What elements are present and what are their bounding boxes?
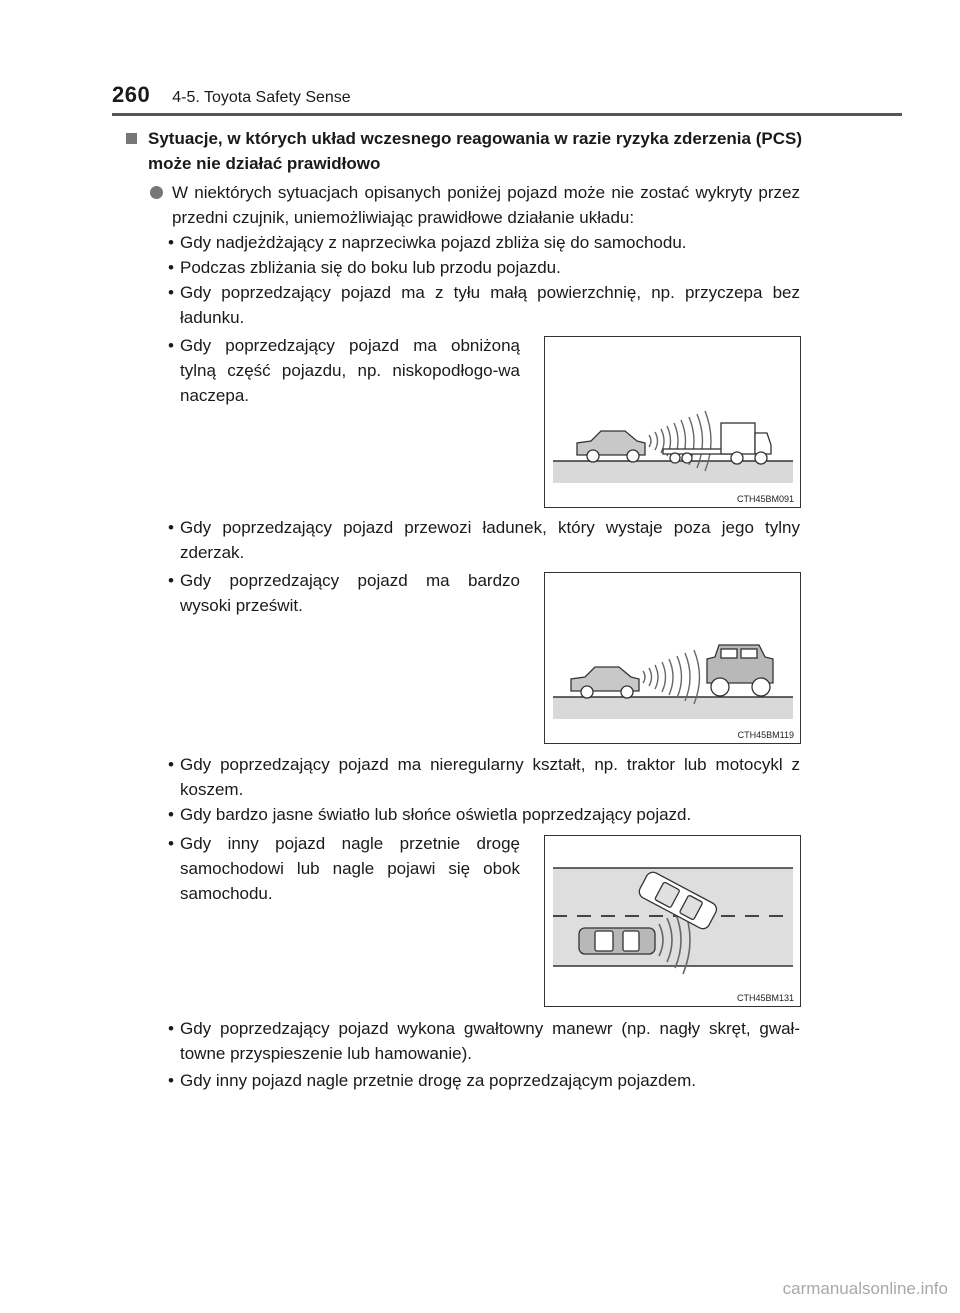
cut-in-illustration [545, 836, 802, 1008]
bullet-list-5 [168, 752, 800, 827]
list-item: • Gdy inny pojazd nagle przetnie drogę samochodowi lub nagle pojawi się obok samochodu. [168, 831, 520, 906]
intro-text: W niektórych sytuacjach opisanych poniżej pojazd może nie zostać wykryty przez przedni czujnik, uniemożliwiając prawidłowe działanie układu: [172, 183, 800, 227]
figure-cut-in [544, 835, 801, 1007]
bullet-list-7 [168, 1016, 800, 1066]
watermark: carmanualsonline.info [782, 1279, 948, 1298]
high-clearance-illustration [545, 573, 802, 745]
figure-code: CTH45BM131 [736, 993, 794, 1003]
list-item-text: Gdy poprzedzający pojazd ma obniżoną tylną część pojazdu, np. niskopodłogo-wa naczepa. [180, 336, 520, 405]
list-item-text: Gdy poprzedzający pojazd ma bardzo wysoki prześwit. [180, 571, 520, 615]
section-heading [126, 126, 802, 176]
page-header [112, 82, 351, 108]
list-item-text: Gdy inny pojazd nagle przetnie drogę za poprzedzającym pojazdem. [180, 1071, 696, 1090]
list-item: • Gdy inny pojazd nagle przetnie drogę za poprzedzającym pojazdem. [168, 1068, 800, 1093]
chapter-title: 4-5. Toyota Safety Sense [172, 89, 351, 106]
list-item-text: Gdy bardzo jasne światło lub słońce oświetla poprzedzający pojazd. [180, 805, 692, 824]
list-item: • Gdy poprzedzający pojazd ma bardzo wysoki prześwit. [168, 568, 520, 618]
bullet-list-4 [168, 568, 520, 618]
page-number: 260 [112, 82, 151, 107]
figure-low-trailer [544, 336, 801, 508]
header-rule [112, 113, 902, 116]
list-item-text: Gdy nadjeżdżający z naprzeciwka pojazd zbliża się do samochodu. [180, 233, 687, 252]
list-item: • Gdy nadjeżdżający z naprzeciwka pojazd zbliża się do samochodu. [168, 230, 800, 255]
list-item: • Gdy poprzedzający pojazd ma nieregularny kształt, np. traktor lub motocykl z koszem. [168, 752, 800, 802]
bullet-list-8 [168, 1068, 800, 1093]
square-bullet-icon [126, 133, 137, 144]
list-item: • Podczas zbliżania się do boku lub przodu pojazdu. [168, 255, 800, 280]
list-item-text: Gdy poprzedzający pojazd ma z tyłu małą powierzchnię, np. przyczepa bez ładunku. [180, 283, 800, 327]
figure-code: CTH45BM091 [736, 494, 794, 504]
bullet-list-2 [168, 333, 520, 408]
section-title: Sytuacje, w których układ wczesnego reagowania w razie ryzyka zderzenia (PCS) może nie działać prawidłowo [148, 129, 802, 173]
list-item-text: Gdy poprzedzający pojazd przewozi ładunek, który wystaje poza jego tylny zderzak. [180, 518, 800, 562]
list-item-text: Gdy inny pojazd nagle przetnie drogę samochodowi lub nagle pojawi się obok samochodu. [180, 834, 520, 903]
list-item: • Gdy poprzedzający pojazd wykona gwałtowny manewr (np. nagły skręt, gwał-towne przyspieszenie lub hamowanie). [168, 1016, 800, 1066]
low-trailer-illustration [545, 337, 802, 509]
list-item-text: Gdy poprzedzający pojazd wykona gwałtowny manewr (np. nagły skręt, gwał-towne przyspieszenie lub hamowanie). [180, 1019, 800, 1063]
bullet-list-1 [168, 230, 800, 330]
figure-code: CTH45BM119 [737, 730, 794, 740]
list-item: • Gdy bardzo jasne światło lub słońce oświetla poprzedzający pojazd. [168, 802, 800, 827]
list-item-text: Gdy poprzedzający pojazd ma nieregularny kształt, np. traktor lub motocykl z koszem. [180, 755, 800, 799]
list-item: • Gdy poprzedzający pojazd przewozi ładunek, który wystaje poza jego tylny zderzak. [168, 515, 800, 565]
list-item: • Gdy poprzedzający pojazd ma obniżoną tylną część pojazdu, np. niskopodłogo-wa naczepa. [168, 333, 520, 408]
list-item-text: Podczas zbliżania się do boku lub przodu pojazdu. [180, 258, 561, 277]
intro-paragraph [150, 180, 800, 230]
figure-high-clearance [544, 572, 801, 744]
list-item: • Gdy poprzedzający pojazd ma z tyłu małą powierzchnię, np. przyczepa bez ładunku. [168, 280, 800, 330]
circle-bullet-icon [150, 186, 163, 199]
bullet-list-6 [168, 831, 520, 906]
bullet-list-3 [168, 515, 800, 565]
